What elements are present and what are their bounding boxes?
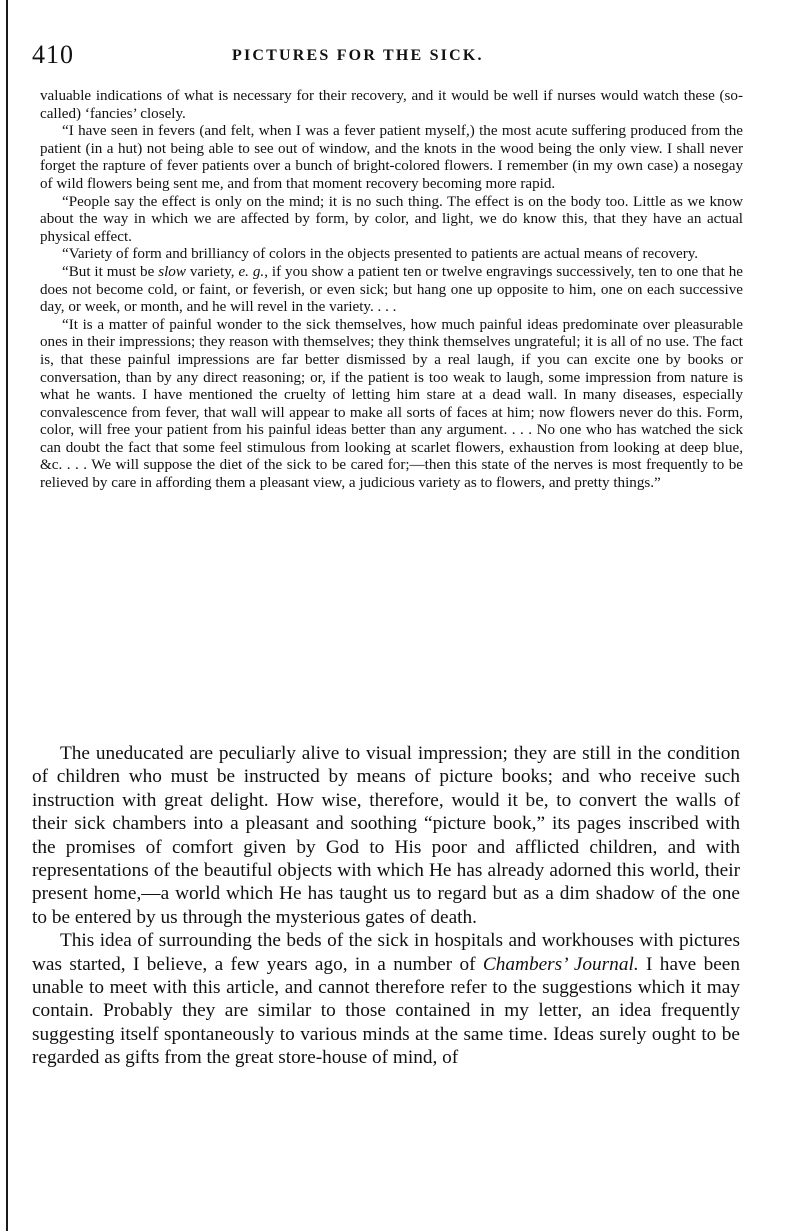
quote-paragraph: valuable indications of what is necessary for their recovery, and it would be well if nurses would watch these (so-called) ‘fancies’ closely. — [40, 88, 743, 122]
body-paragraph: The uneducated are peculiarly alive to visual impression; they are still in the condition of children who must be instructed by means of picture books; and who receive such instruction with great delight. How wise, therefore, would it be, to convert the walls of their sick chambers into a pleasant and soothing “picture book,” its pages inscribed with the promises of comfort given by God to His poor and afflicted children, and with representations of the beautiful objects with which He has already adorned this world, their present home,—a world which He has taught us to regard but as a dim shadow of the one to be entered by us through the mysterious gates of death. — [32, 743, 740, 928]
quote-emphasis: e. g. — [238, 263, 265, 280]
quote-text: variety, — [185, 263, 239, 280]
quote-text: “But it must be — [62, 263, 159, 280]
quote-paragraph: “People say the effect is only on the mind; it is no such thing. The effect is on the body too. Little as we know about the way in which we are affected by form, by color, and light, we do know this, that they have an actual physical effect. — [40, 193, 743, 245]
body-text-run: This idea of surrounding the beds of the sick in hospitals and workhouses with pictures was started, I believe, a few years ago, in a number of — [32, 930, 740, 975]
body-text-run: I have been unable to meet with this article, and cannot therefore refer to the suggestions which it may contain. Probably they are similar to those contained in my letter, an idea frequently suggesting itself spontaneously to various minds at the same time. Ideas surely ought to be regarded as gifts from the great store-house of mind, of — [32, 953, 740, 1069]
quote-paragraph: “Variety of form and brilliancy of colors in the objects presented to patients are actual means of recovery. — [62, 246, 699, 263]
quote-paragraph: “I have seen in fevers (and felt, when I was a fever patient myself,) the most acute suffering produced from the patient (in a hut) not being able to see out of window, and the knots in the wood being the only view. I shall never forget the rapture of fever patients over a bunch of bright-colored flowers. I remember (in my own case) a nosegay of wild flowers being sent me, and from that moment recovery becoming more rapid. — [40, 123, 743, 192]
running-title: PICTURES FOR THE SICK. — [232, 47, 484, 64]
quote-text: , if you show a patient ten or twelve engravings successively, ten to one that he does not become cold, or faint, or feverish, or even sick; but hang one up opposite to him, one on each successive day, or week, or month, and he will revel in the variety. . . . — [40, 263, 743, 316]
page-number: 410 — [32, 40, 74, 69]
body-paragraph — [32, 929, 740, 1069]
page-edge-rule — [6, 0, 8, 1231]
quoted-passage — [40, 88, 743, 493]
body-text — [32, 742, 740, 1070]
journal-title: Chambers’ Journal. — [482, 953, 639, 975]
quote-paragraph: “It is a matter of painful wonder to the sick themselves, how much painful ideas predominate over pleasurable ones in their impressions; they reason with themselves; they think themselves ungrateful; it is all of no use. The fact is, that these painful impressions are far better dismissed by a real laugh, if you can excite one by books or conversation, than by any direct reasoning; or, if the patient is too weak to laugh, some impression from nature is what he wants. I have mentioned the cruelty of letting him stare at a dead wall. In many diseases, especially convalescence from fever, that wall will appear to make all sorts of faces at him; now flowers never do this. Form, color, will free your patient from his painful ideas better than any argument. . . . No one who has watched the sick can doubt the fact that some feel stimulous from looking at scarlet flowers, exhaustion from looking at deep blue, &c. . . . We will suppose the diet of the sick to be cared for;—then this state of the nerves is most frequently to be relieved by care in affording them a pleasant view, a judicious variety as to flowers, and pretty things.” — [40, 316, 743, 492]
page-header — [32, 40, 762, 76]
quote-paragraph — [40, 264, 743, 317]
quote-emphasis: slow — [158, 263, 186, 280]
